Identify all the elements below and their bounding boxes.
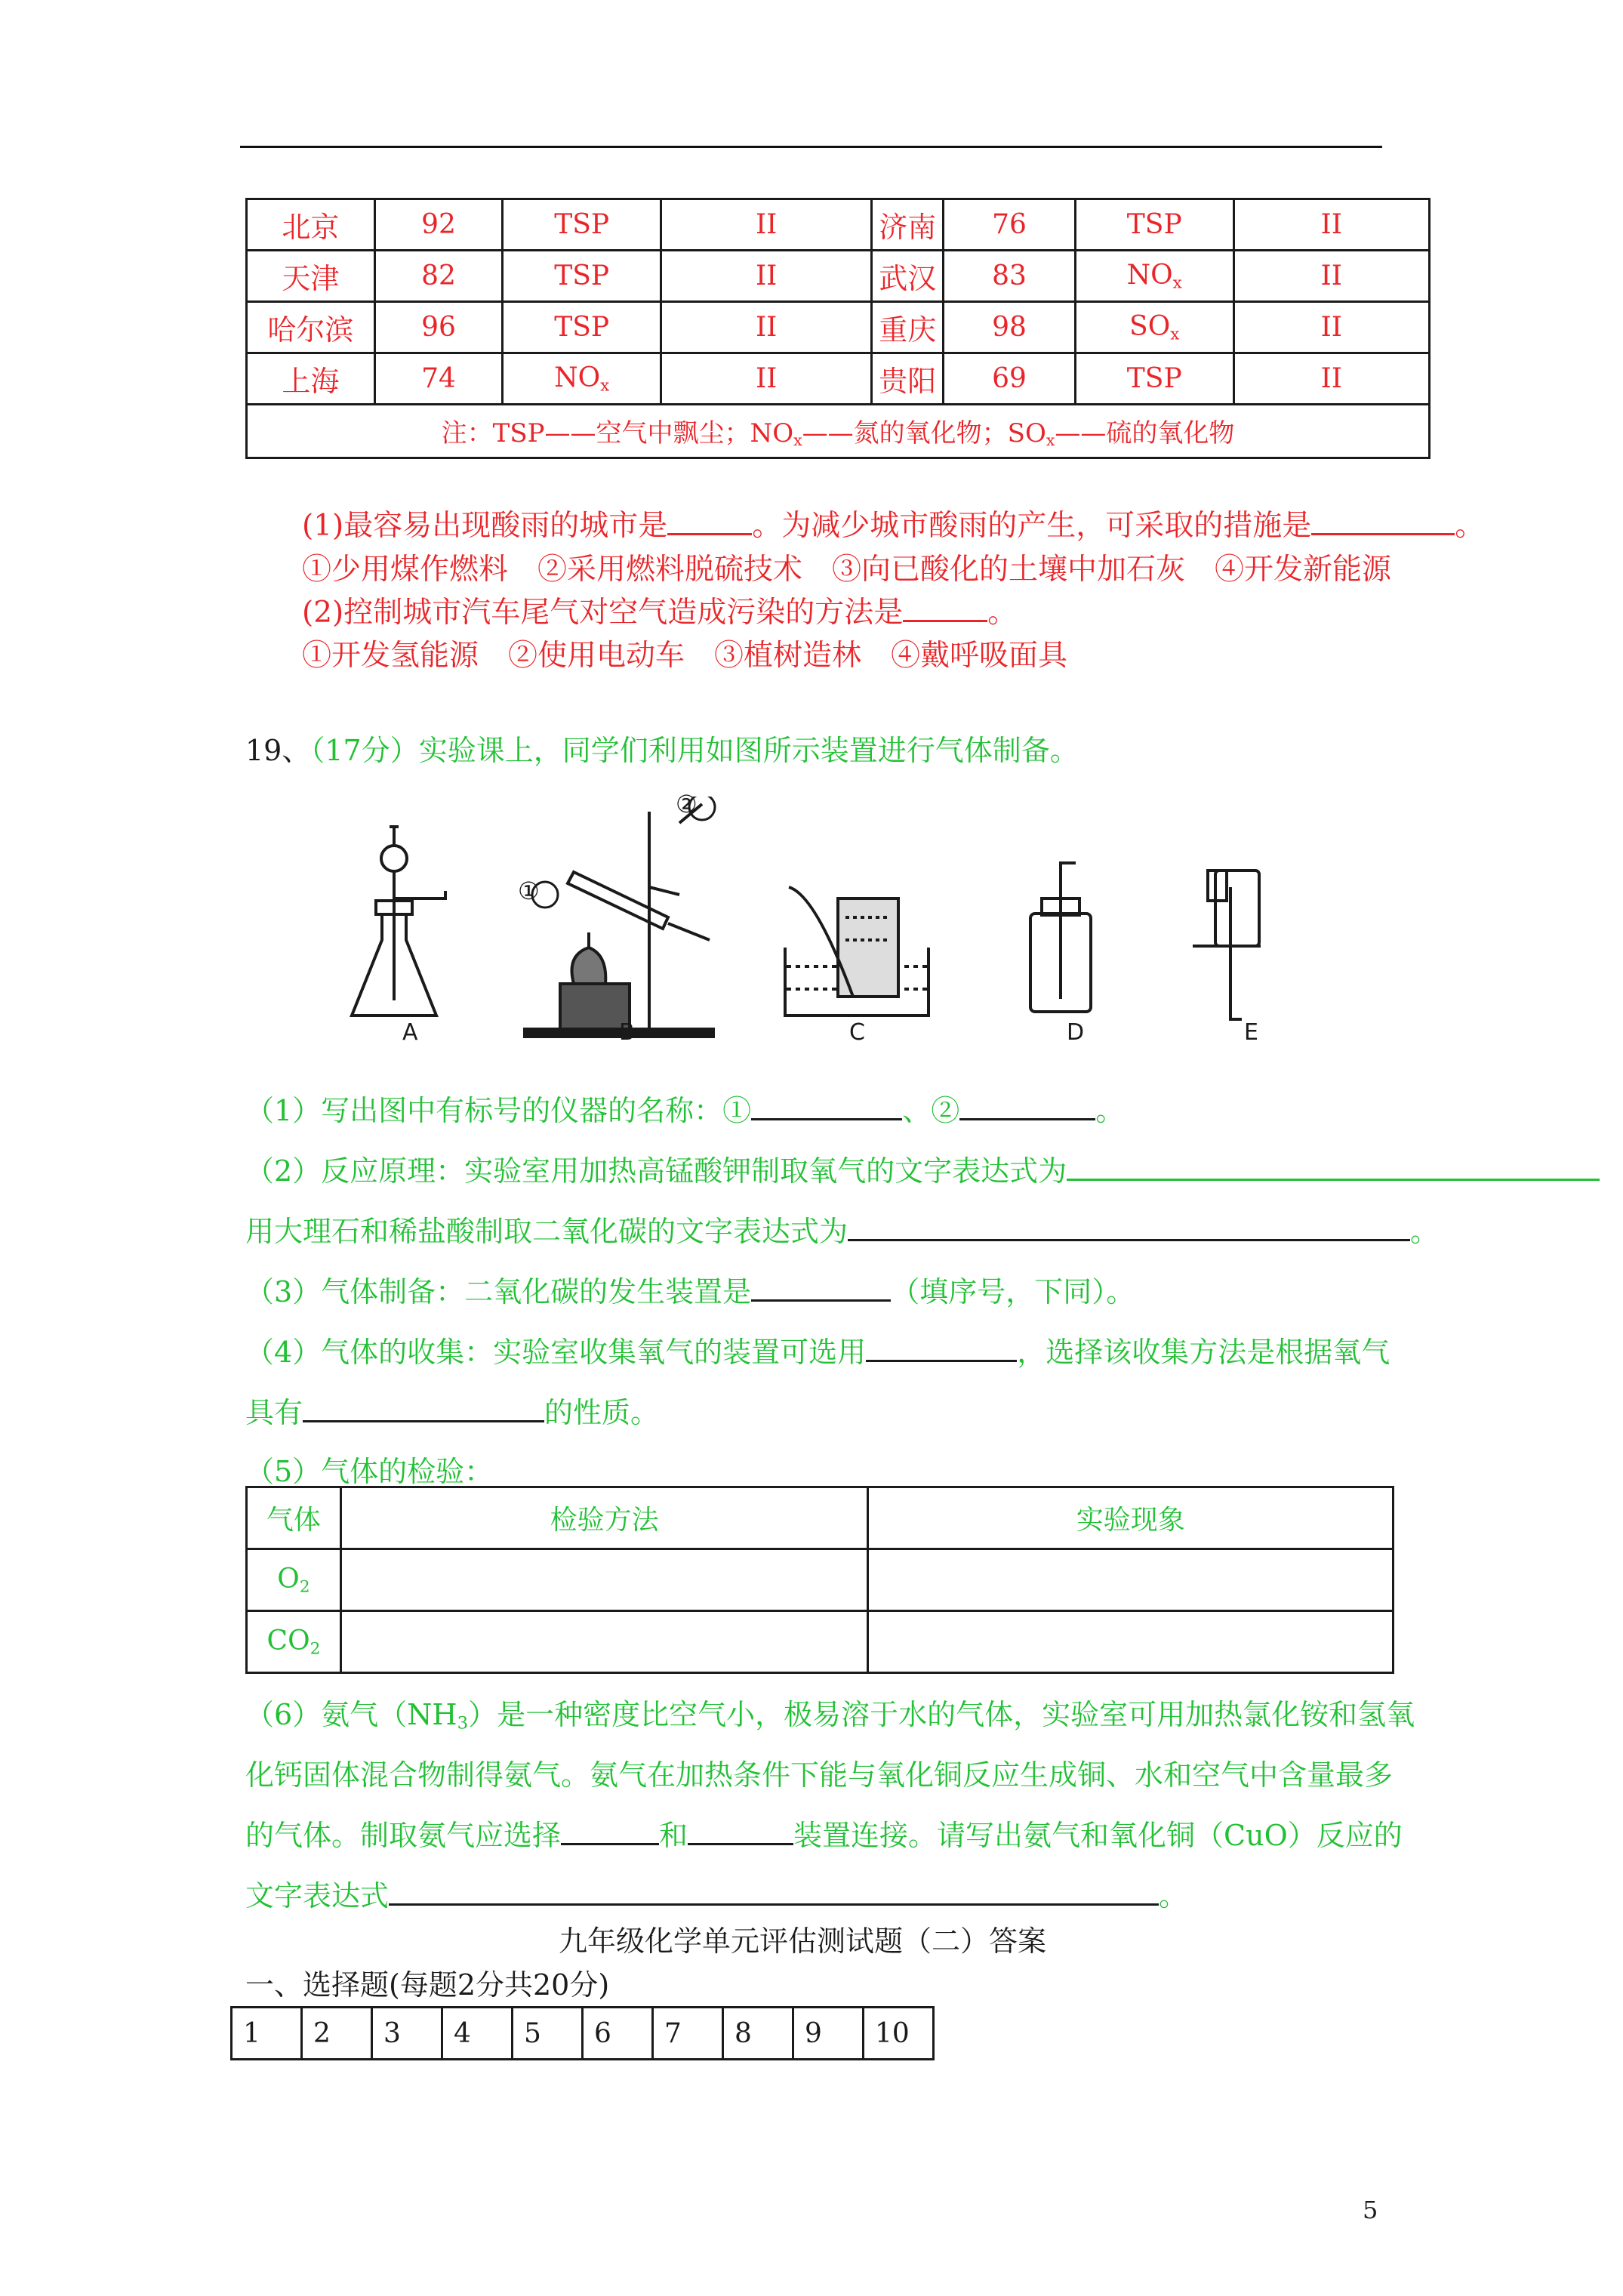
answer-number-cell[interactable]: 3 (372, 2008, 442, 2060)
figure-label-b: B (619, 1019, 635, 1046)
q19-part-2b (245, 1208, 1439, 1250)
answer-number-cell[interactable]: 4 (442, 2008, 513, 2060)
pollutant-cell (1075, 251, 1233, 302)
pollutant-cell (503, 353, 661, 405)
table-row (232, 2008, 934, 2060)
gas-sub: 2 (299, 1577, 310, 1597)
grade-cell: II (661, 199, 872, 251)
answer-grid (230, 2006, 935, 2060)
city-cell: 济南 (872, 199, 944, 251)
table-row (247, 302, 1430, 353)
text: 、② (902, 1094, 960, 1127)
apparatus-b-stand (525, 804, 713, 1037)
text: 装置连接。请写出氨气和氧化铜（CuO）反应的 (793, 1819, 1403, 1852)
blank (848, 1213, 1410, 1241)
page-number: 5 (1363, 2196, 1378, 2224)
method-cell[interactable] (340, 1611, 868, 1673)
pollutant-base: NO (554, 362, 601, 393)
figure-label-e: E (1244, 1019, 1258, 1046)
grade-cell: II (1233, 199, 1429, 251)
q18-line-3 (302, 589, 1017, 631)
q19-part-5: （5）气体的检验： (245, 1455, 494, 1488)
apparatus-c-trough (785, 887, 929, 1015)
gas-sub: 2 (310, 1639, 321, 1659)
marker-2: ② (676, 790, 698, 818)
answer-number-cell[interactable]: 9 (793, 2008, 864, 2060)
note-sub: x (793, 431, 802, 450)
pollutant-cell: TSP (503, 302, 661, 353)
text: 。 (987, 596, 1018, 630)
q19-part-4b (245, 1389, 659, 1431)
grade-cell: II (1233, 302, 1429, 353)
index-cell: 76 (944, 199, 1076, 251)
text: 。 (1410, 1215, 1440, 1248)
blank (303, 1395, 544, 1422)
figure-label-c: C (849, 1019, 865, 1046)
figure-label-a: A (402, 1019, 418, 1046)
text: (2)控制城市汽车尾气对空气造成污染的方法是 (302, 596, 904, 630)
grade-cell: II (661, 353, 872, 405)
note-part: 注：TSP——空气中飘尘；NO (441, 418, 794, 449)
index-cell: 69 (944, 353, 1076, 405)
apparatus-d-bottle (1030, 863, 1091, 1012)
index-cell: 92 (374, 199, 503, 251)
q19-part-3 (245, 1268, 1135, 1310)
answer-number-cell[interactable]: 2 (302, 2008, 372, 2060)
q19-heading (245, 727, 1079, 769)
header-rule (240, 146, 1382, 148)
question-text: （17分）实验课上，同学们利用如图所示装置进行气体制备。 (310, 734, 1079, 767)
text: （2）反应原理：实验室用加热高锰酸钾制取氧气的文字表达式为 (245, 1154, 1067, 1188)
pollutant-cell: TSP (1075, 199, 1233, 251)
text: （6）氨气（NH (245, 1698, 457, 1731)
city-cell: 重庆 (872, 302, 944, 353)
gas-cell (247, 1549, 341, 1611)
pollutant-cell: TSP (503, 251, 661, 302)
grade-cell: II (661, 251, 872, 302)
answer-number-cell[interactable]: 6 (583, 2008, 653, 2060)
header-cell: 实验现象 (868, 1487, 1394, 1549)
pollutant-base: SO (1129, 310, 1171, 342)
gas-base: CO (266, 1625, 310, 1657)
note-part: ——硫的氧化物 (1055, 418, 1235, 449)
method-cell[interactable] (340, 1549, 868, 1611)
blank (667, 507, 752, 535)
index-cell: 96 (374, 302, 503, 353)
text: 。为减少城市酸雨的产生，可采取的措施是 (752, 509, 1312, 543)
header-cell: 检验方法 (340, 1487, 868, 1549)
q19-part-6b: 化钙固体混合物制得氨气。氨气在加热条件下能与氧化铜反应生成铜、水和空气中含量最多 (245, 1758, 1394, 1792)
text: 。 (1095, 1094, 1125, 1127)
answer-number-cell[interactable]: 8 (723, 2008, 793, 2060)
grade-cell: II (1233, 251, 1429, 302)
q19-part-4 (245, 1329, 1390, 1370)
table-row (247, 199, 1430, 251)
pollutant-base: NO (1126, 259, 1173, 291)
answer-number-cell[interactable]: 7 (653, 2008, 723, 2060)
table-row (247, 1611, 1394, 1673)
q19-part-6a (245, 1691, 1415, 1734)
text: ，选择该收集方法是根据氧气 (1017, 1336, 1390, 1369)
apparatus-e-bottle (1193, 871, 1261, 1019)
text: （1）写出图中有标号的仪器的名称：① (245, 1094, 752, 1127)
figure-label-d: D (1067, 1019, 1085, 1046)
blank (866, 1334, 1017, 1362)
blank (561, 1817, 659, 1845)
phenomenon-cell[interactable] (868, 1549, 1394, 1611)
air-quality-table (245, 198, 1431, 459)
index-cell: 82 (374, 251, 503, 302)
q19-part-2 (245, 1148, 1600, 1189)
gas-base: O (277, 1563, 300, 1595)
text: （填序号，下同）。 (891, 1275, 1135, 1308)
answer-number-cell[interactable]: 5 (513, 2008, 583, 2060)
blank (751, 1093, 902, 1120)
table-header-row (247, 1487, 1394, 1549)
grade-cell: II (1233, 353, 1429, 405)
text: 具有 (245, 1396, 303, 1429)
phenomenon-cell[interactable] (868, 1611, 1394, 1673)
table-row (247, 251, 1430, 302)
q19-part-6d (245, 1872, 1187, 1914)
grade-cell: II (661, 302, 872, 353)
q19-part-1 (245, 1087, 1124, 1129)
apparatus-figure (325, 797, 1298, 1053)
text: 用大理石和稀盐酸制取二氧化碳的文字表达式为 (245, 1215, 848, 1248)
text: (1)最容易出现酸雨的城市是 (302, 509, 668, 543)
q19-part-6c (245, 1812, 1403, 1854)
answer-number-cell[interactable]: 10 (864, 2008, 934, 2060)
text: 文字表达式 (245, 1879, 390, 1912)
city-cell: 北京 (247, 199, 375, 251)
table-row (247, 353, 1430, 405)
question-number: 19、 (245, 734, 311, 767)
table-note-row (247, 405, 1430, 458)
text: 的气体。制取氨气应选择 (245, 1819, 562, 1852)
index-cell: 74 (374, 353, 503, 405)
header-cell: 气体 (247, 1487, 341, 1549)
blank (751, 1274, 891, 1302)
blank (688, 1817, 793, 1845)
text: 。 (1159, 1879, 1188, 1912)
marker-1: ① (518, 877, 540, 905)
apparatus-a-flask (352, 827, 445, 1015)
text: （4）气体的收集：实验室收集氧气的装置可选用 (245, 1336, 867, 1369)
pollutant-sub: x (1172, 273, 1182, 293)
table-note (247, 405, 1430, 458)
note-sub: x (1046, 431, 1055, 450)
blank (1311, 507, 1455, 535)
q18-line-2: ①少用煤作燃料 ②采用燃料脱硫技术 ③向已酸化的土壤中加石灰 ④开发新能源 (302, 553, 1392, 587)
blank (959, 1093, 1095, 1120)
index-cell: 98 (944, 302, 1076, 353)
pollutant-sub: x (600, 376, 610, 396)
pollutant-sub: x (1170, 325, 1180, 344)
blank (1067, 1153, 1600, 1181)
city-cell: 贵阳 (872, 353, 944, 405)
blank (389, 1878, 1159, 1906)
pollutant-cell: TSP (1075, 353, 1233, 405)
text: ）是一种密度比空气小，极易溶于水的气体，实验室可用加热氯化铵和氢氧 (468, 1698, 1415, 1731)
text: 和 (659, 1819, 688, 1852)
city-cell: 哈尔滨 (247, 302, 375, 353)
text: 的性质。 (544, 1396, 660, 1429)
index-cell: 83 (944, 251, 1076, 302)
city-cell: 武汉 (872, 251, 944, 302)
city-cell: 天津 (247, 251, 375, 302)
table-row (247, 1549, 1394, 1611)
q18-line-4: ①开发氢能源 ②使用电动车 ③植树造林 ④戴呼吸面具 (302, 639, 1068, 673)
answer-title: 九年级化学单元评估测试题（二）答案 (559, 1925, 1047, 1958)
answer-section-heading: 一、选择题(每题2分共20分) (245, 1968, 610, 2002)
text: （3）气体制备：二氧化碳的发生装置是 (245, 1275, 752, 1308)
gas-cell (247, 1611, 341, 1673)
blank (903, 594, 987, 622)
pollutant-cell: TSP (503, 199, 661, 251)
note-part: ——氮的氧化物；SO (802, 418, 1046, 449)
answer-number-cell[interactable]: 1 (232, 2008, 302, 2060)
city-cell: 上海 (247, 353, 375, 405)
gas-test-table (245, 1486, 1394, 1674)
pollutant-cell (1075, 302, 1233, 353)
text-sub: 3 (457, 1713, 469, 1734)
q18-line-1 (302, 502, 1484, 544)
text: 。 (1455, 509, 1485, 543)
